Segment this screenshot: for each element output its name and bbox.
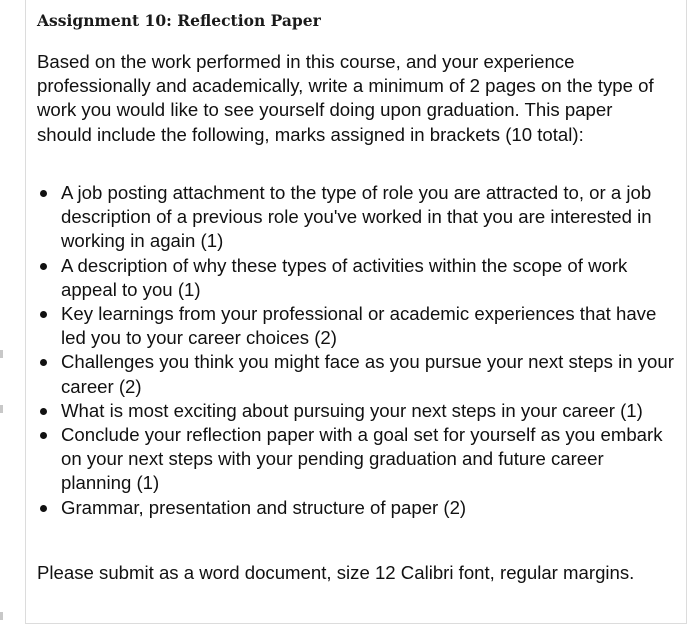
list-item-text: Key learnings from your professional or academic experiences that have led you to your career choices (2) <box>61 303 657 349</box>
submission-instructions: Please submit as a word document, size 12 Calibri font, regular margins. <box>37 562 635 583</box>
list-item <box>37 302 677 350</box>
bullet-icon <box>40 359 47 366</box>
list-item-text: Challenges you think you might face as you pursue your next steps in your career (2) <box>61 351 674 397</box>
requirements-list <box>37 181 677 520</box>
bullet-icon <box>40 190 47 197</box>
list-item <box>37 181 677 254</box>
list-item-text: A job posting attachment to the type of role you are attracted to, or a job description of a previous role you've worked in that you are interested in working in again (1) <box>61 182 652 252</box>
edge-marker <box>0 405 3 413</box>
list-item <box>37 423 677 496</box>
bullet-icon <box>40 432 47 439</box>
list-item-text: Grammar, presentation and structure of paper (2) <box>61 496 467 518</box>
list-item-text: A description of why these types of activities within the scope of work appeal to you (1) <box>61 254 628 300</box>
edge-marker <box>0 350 3 358</box>
edge-marker <box>0 612 3 620</box>
assignment-intro: Based on the work performed in this course, and your experience professionally and academically, write a minimum of 2 pages on the type of work you would like to see yourself doing upon graduation. This paper should include the following, marks assigned in brackets (10 total): <box>37 51 654 145</box>
bullet-icon <box>40 263 47 270</box>
bullet-icon <box>40 311 47 318</box>
list-item <box>37 350 677 398</box>
assignment-title: Assignment 10: Reflection Paper <box>37 11 321 30</box>
list-item <box>37 496 677 520</box>
left-page-edge <box>0 0 4 631</box>
list-item-text: What is most exciting about pursuing your next steps in your career (1) <box>61 399 643 421</box>
list-item <box>37 399 677 423</box>
list-item <box>37 254 677 302</box>
assignment-card <box>25 0 687 624</box>
list-item-text: Conclude your reflection paper with a goal set for yourself as you embark on your next steps with your pending graduation and future career planning (1) <box>61 424 663 494</box>
bullet-icon <box>40 505 47 512</box>
bullet-icon <box>40 408 47 415</box>
